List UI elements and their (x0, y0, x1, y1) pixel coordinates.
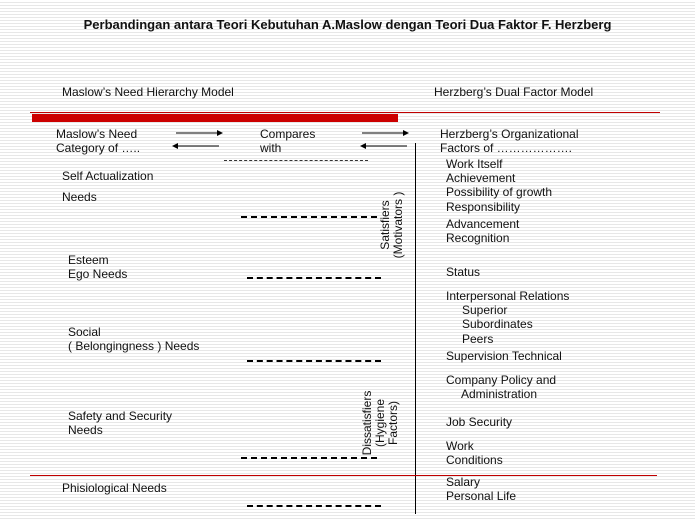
need-esteem: Esteem (68, 253, 109, 267)
level-separator (247, 505, 381, 507)
factor-growth: Possibility of growth (446, 185, 553, 199)
double-arrow-icon-right (358, 126, 413, 154)
need-social: Social (68, 325, 101, 339)
satisfiers-line2: (Motivators ) (391, 191, 405, 259)
compares-line1: Compares (260, 127, 316, 141)
need-physiological: Phisiological Needs (62, 481, 167, 495)
factor-salary: Salary (446, 475, 481, 489)
need-belongingness: ( Belongingness ) Needs (68, 339, 200, 353)
factor-subordinates: Subordinates (462, 317, 533, 331)
herzberg-model-label: Herzberg’s Dual Factor Model (434, 85, 594, 99)
maslow-model-label: Maslow’s Need Hierarchy Model (62, 85, 234, 99)
herzberg-category-line2: Factors of ………………. (440, 141, 573, 155)
factor-peers: Peers (462, 332, 494, 346)
satisfiers-label (379, 185, 405, 265)
factor-company-policy: Company Policy and (446, 373, 557, 387)
factor-supervision: Supervision Technical (446, 349, 562, 363)
level-separator (247, 360, 381, 362)
need-ego: Ego Needs (68, 267, 128, 281)
need-self-actualization: Self Actualization (62, 169, 154, 183)
factor-personal-life: Personal Life (446, 489, 517, 503)
maslow-category-line2: Category of ….. (56, 141, 141, 155)
factor-work-itself: Work Itself (446, 157, 503, 171)
accent-bar (32, 114, 398, 122)
factor-work: Work (446, 439, 474, 453)
factor-advancement: Advancement (446, 217, 520, 231)
need-self-actualization-needs: Needs (62, 190, 97, 204)
vertical-divider (415, 143, 416, 514)
dissatisfiers-label (361, 387, 400, 459)
herzberg-category-line1: Herzberg’s Organizational (440, 127, 579, 141)
factor-administration: Administration (461, 387, 538, 401)
level-separator (241, 457, 377, 459)
need-safety: Safety and Security (68, 409, 173, 423)
factor-achievement: Achievement (446, 171, 516, 185)
factor-job-security: Job Security (446, 415, 513, 429)
factor-status: Status (446, 265, 481, 279)
dissatisfiers-line3: Factors) (386, 401, 400, 446)
dissatisfiers-line1: Dissatisfiers (360, 390, 374, 456)
satisfiers-line1: Satisfiers (378, 200, 392, 250)
factor-superior: Superior (462, 303, 508, 317)
double-arrow-icon-left (170, 126, 225, 154)
page-title: Perbandingan antara Teori Kebutuhan A.Maslow dengan Teori Dua Faktor F. Herzberg (83, 17, 612, 32)
dissatisfiers-line2: (Hygiene (373, 398, 387, 448)
top-rule-line (30, 112, 660, 113)
compares-line2: with (260, 141, 282, 155)
factor-responsibility: Responsibility (446, 200, 521, 214)
maslow-category-line1: Maslow’s Need (56, 127, 138, 141)
factor-conditions: Conditions (446, 453, 503, 467)
factor-interpersonal: Interpersonal Relations (446, 289, 570, 303)
level-separator (241, 216, 377, 218)
bottom-rule-line (30, 475, 657, 476)
dotted-divider (224, 160, 368, 161)
need-safety-needs: Needs (68, 423, 103, 437)
level-separator (247, 277, 381, 279)
factor-recognition: Recognition (446, 231, 510, 245)
